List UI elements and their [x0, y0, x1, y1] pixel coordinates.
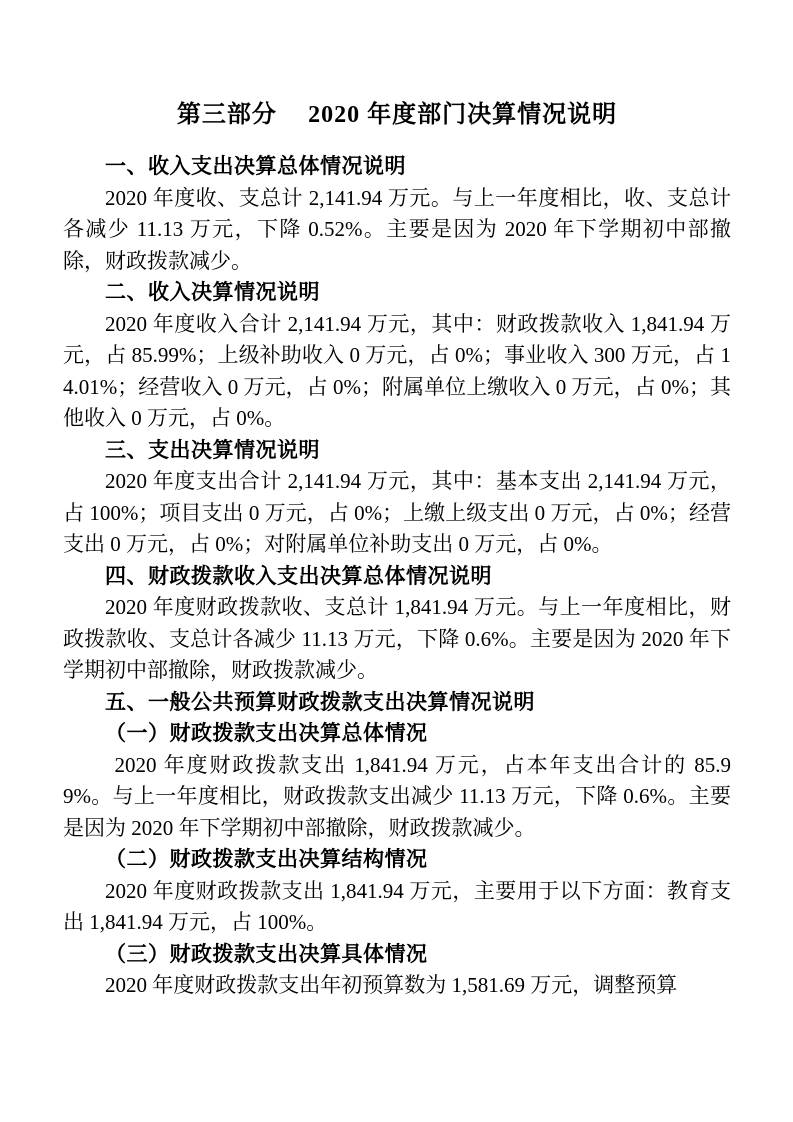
section-revenue-expenditure-overview [63, 151, 731, 277]
document-title-text: 2020 年度部门决算情况说明 [308, 102, 618, 128]
subsection-5-1-heading: （一）财政拨款支出决算总体情况 [105, 721, 428, 745]
section-fiscal-appropriation-overview [63, 561, 731, 687]
section-2-paragraph: 2020 年度收入合计 2,141.94 万元，其中：财政拨款收入 1,841.94 万元，占 85.99%；上级补助收入 0 万元，占 0%；事业收入 300 万元，占 14.01%；经营收入 0 万元，占 0%；附属单位上缴收入 0 万元，占 0%；其他收入 0 万元，占 0%。 [63, 311, 731, 430]
section-4-paragraph: 2020 年度财政拨款收、支总计 1,841.94 万元。与上一年度相比，财政拨款收、支总计各减少 11.13 万元，下降 0.6%。主要是因为 2020 年下学期初中部撤除，财政拨款减少。 [63, 595, 731, 682]
section-4-heading: 四、财政拨款收入支出决算总体情况说明 [105, 563, 492, 588]
subsection-structure-situation [63, 844, 731, 939]
subsection-5-2-paragraph: 2020 年度财政拨款支出 1,841.94 万元，主要用于以下方面：教育支出 1,841.94 万元，占 100%。 [63, 878, 731, 934]
subsection-overall-situation [63, 718, 731, 844]
document-title-part: 第三部分 [176, 102, 277, 128]
subsection-specific-situation [63, 939, 731, 1002]
document-title [63, 99, 731, 131]
subsection-5-2-heading: （二）财政拨款支出决算结构情况 [105, 847, 428, 871]
subsection-5-1-paragraph: 2020 年度财政拨款支出 1,841.94 万元，占本年支出合计的 85.99%。与上一年度相比，财政拨款支出减少 11.13 万元，下降 0.6%。主要是因为 2020 年下学期初中部撤除，财政拨款减少。 [63, 752, 731, 840]
section-5-heading: 五、一般公共预算财政拨款支出决算情况说明 [105, 689, 535, 714]
section-3-paragraph: 2020 年度支出合计 2,141.94 万元，其中：基本支出 2,141.94 万元，占 100%；项目支出 0 万元，占 0%；上缴上级支出 0 万元，占 0%；经营支出 0 万元，占 0%；对附属单位补助支出 0 万元，占 0%。 [63, 469, 731, 556]
section-3-heading: 三、支出决算情况说明 [105, 437, 320, 462]
subsection-5-3-paragraph: 2020 年度财政拨款支出年初预算数为 1,581.69 万元，调整预算 [105, 973, 678, 997]
section-expenditure-details [63, 435, 731, 561]
section-1-heading: 一、收入支出决算总体情况说明 [105, 154, 406, 178]
subsection-5-3-heading: （三）财政拨款支出决算具体情况 [105, 941, 428, 966]
section-1-paragraph: 2020 年度收、支总计 2,141.94 万元。与上一年度相比，收、支总计各减少 11.13 万元，下降 0.52%。主要是因为 2020 年下学期初中部撤除，财政拨款减少。 [63, 185, 731, 273]
section-2-heading: 二、收入决算情况说明 [105, 280, 320, 304]
section-revenue-details [63, 277, 731, 435]
section-public-budget-appropriation [63, 687, 731, 1002]
